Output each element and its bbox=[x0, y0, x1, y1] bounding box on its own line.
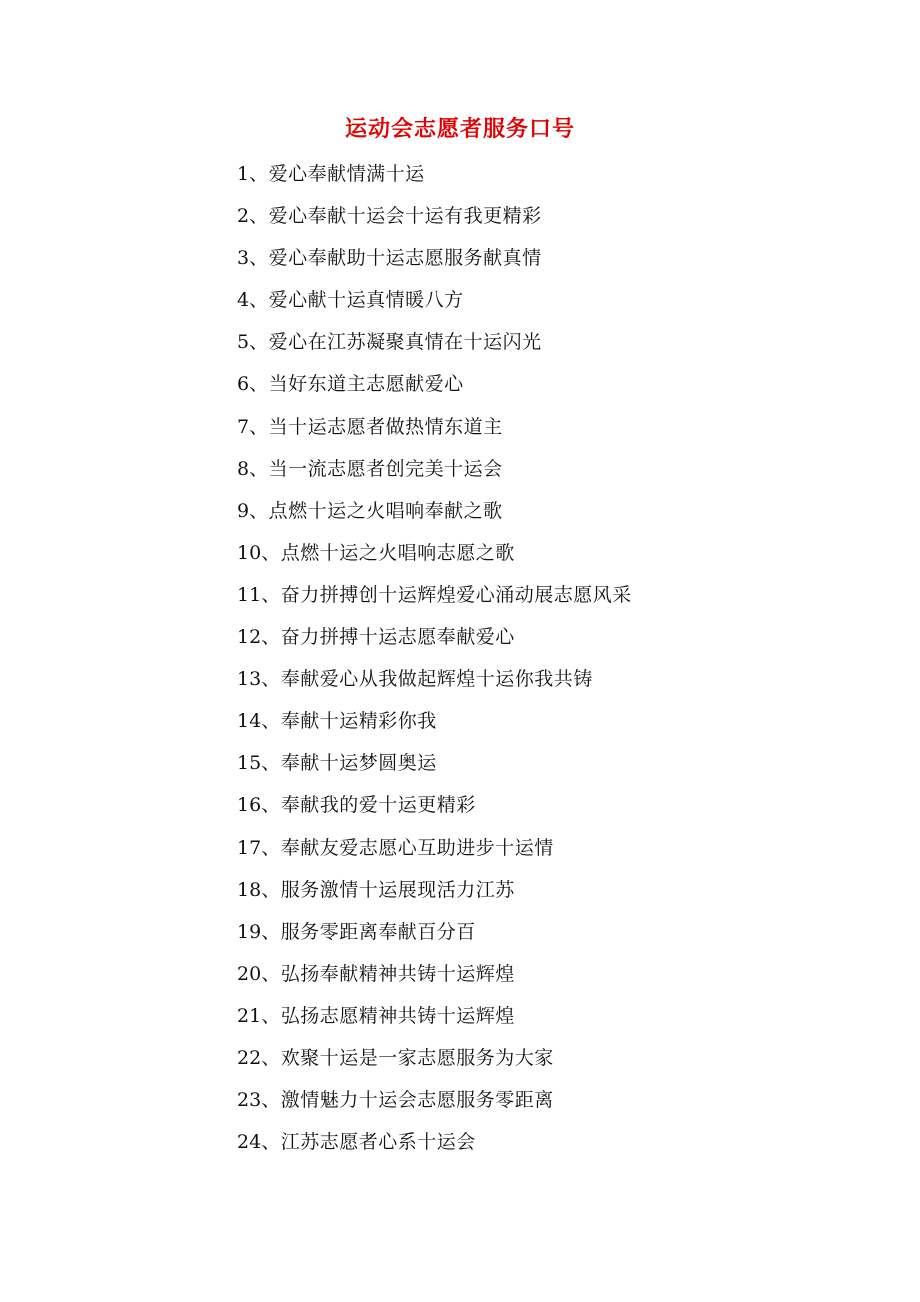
item-text: 点燃十运之火唱响奉献之歌 bbox=[268, 499, 503, 522]
item-text: 爱心在江苏凝聚真情在十运闪光 bbox=[268, 331, 542, 354]
list-item bbox=[237, 662, 632, 704]
list-item bbox=[237, 325, 632, 367]
list-item bbox=[237, 1083, 632, 1125]
item-text: 当十运志愿者做热情东道主 bbox=[268, 415, 503, 438]
item-text: 奉献我的爱十运更精彩 bbox=[280, 794, 476, 817]
item-number: 14 bbox=[237, 710, 262, 733]
list-item bbox=[237, 283, 632, 325]
list-item bbox=[237, 746, 632, 788]
item-number: 6 bbox=[237, 373, 250, 396]
item-text: 奉献十运梦圆奥运 bbox=[280, 752, 437, 775]
item-separator: 、 bbox=[249, 163, 269, 185]
item-separator: 、 bbox=[249, 247, 269, 270]
item-text: 奋力拼搏创十运辉煌爱心涌动展志愿风采 bbox=[280, 583, 632, 606]
list-item bbox=[237, 1041, 632, 1083]
list-item bbox=[237, 873, 632, 915]
item-number: 13 bbox=[237, 668, 262, 691]
item-number: 11 bbox=[237, 583, 262, 606]
list-item bbox=[237, 999, 632, 1041]
item-text: 爱心献十运真情暖八方 bbox=[268, 289, 464, 312]
list-item bbox=[237, 367, 632, 409]
item-separator: 、 bbox=[261, 668, 281, 691]
item-text: 爱心奉献助十运志愿服务献真情 bbox=[268, 247, 542, 270]
item-text: 点燃十运之火唱响志愿之歌 bbox=[280, 541, 515, 564]
item-text: 奋力拼搏十运志愿奉献爱心 bbox=[280, 626, 515, 649]
list-item bbox=[237, 704, 632, 746]
item-number: 19 bbox=[237, 920, 262, 943]
item-number: 7 bbox=[237, 415, 250, 438]
list-item bbox=[237, 410, 632, 452]
item-text: 激情魅力十运会志愿服务零距离 bbox=[280, 1089, 554, 1112]
item-separator: 、 bbox=[261, 1089, 281, 1112]
item-separator: 、 bbox=[249, 205, 269, 228]
item-text: 奉献友爱志愿心互助进步十运情 bbox=[280, 836, 554, 859]
list-item bbox=[237, 957, 632, 999]
item-separator: 、 bbox=[261, 626, 281, 649]
list-item bbox=[237, 1125, 632, 1167]
item-separator: 、 bbox=[249, 415, 269, 438]
item-separator: 、 bbox=[261, 541, 281, 564]
item-number: 9 bbox=[237, 499, 250, 522]
list-item bbox=[237, 241, 632, 283]
item-separator: 、 bbox=[249, 373, 269, 396]
item-separator: 、 bbox=[261, 794, 281, 817]
item-text: 弘扬志愿精神共铸十运辉煌 bbox=[280, 1004, 515, 1027]
item-number: 15 bbox=[237, 752, 262, 775]
item-separator: 、 bbox=[261, 752, 281, 775]
document-title: 运动会志愿者服务口号 bbox=[344, 116, 575, 142]
item-number: 4 bbox=[237, 289, 250, 312]
item-number: 18 bbox=[237, 878, 262, 901]
item-number: 2 bbox=[237, 205, 250, 228]
list-item bbox=[237, 157, 632, 199]
item-separator: 、 bbox=[261, 920, 281, 943]
item-separator: 、 bbox=[261, 1004, 281, 1027]
item-number: 24 bbox=[237, 1131, 262, 1154]
item-separator: 、 bbox=[261, 1046, 281, 1069]
item-number: 5 bbox=[237, 331, 250, 354]
item-separator: 、 bbox=[249, 499, 269, 522]
item-number: 23 bbox=[237, 1089, 262, 1112]
item-text: 奉献爱心从我做起辉煌十运你我共铸 bbox=[280, 668, 593, 691]
item-number: 3 bbox=[237, 247, 250, 270]
list-item bbox=[237, 788, 632, 830]
item-text: 服务激情十运展现活力江苏 bbox=[280, 878, 515, 901]
item-text: 当好东道主志愿献爱心 bbox=[268, 373, 464, 396]
item-separator: 、 bbox=[261, 878, 281, 901]
item-number: 8 bbox=[237, 457, 250, 480]
item-separator: 、 bbox=[249, 331, 269, 354]
item-text: 服务零距离奉献百分百 bbox=[280, 920, 476, 943]
item-text: 爱心奉献十运会十运有我更精彩 bbox=[268, 205, 542, 228]
item-number: 10 bbox=[237, 541, 262, 564]
item-text: 江苏志愿者心系十运会 bbox=[280, 1131, 476, 1154]
item-text: 欢聚十运是一家志愿服务为大家 bbox=[280, 1046, 554, 1069]
item-number: 20 bbox=[237, 962, 262, 985]
list-item bbox=[237, 578, 632, 620]
slogan-list bbox=[237, 157, 632, 1167]
item-separator: 、 bbox=[261, 710, 281, 733]
item-number: 21 bbox=[237, 1004, 262, 1027]
item-separator: 、 bbox=[261, 1131, 281, 1154]
item-text: 奉献十运精彩你我 bbox=[280, 710, 437, 733]
item-number: 17 bbox=[237, 836, 262, 859]
item-text: 当一流志愿者创完美十运会 bbox=[268, 457, 503, 480]
item-separator: 、 bbox=[261, 583, 281, 606]
item-text: 爱心奉献情满十运 bbox=[268, 163, 425, 185]
item-number: 12 bbox=[237, 626, 262, 649]
item-number: 16 bbox=[237, 794, 262, 817]
item-separator: 、 bbox=[261, 836, 281, 859]
list-item bbox=[237, 620, 632, 662]
item-number: 1 bbox=[237, 163, 250, 185]
list-item bbox=[237, 199, 632, 241]
item-text: 弘扬奉献精神共铸十运辉煌 bbox=[280, 962, 515, 985]
list-item bbox=[237, 452, 632, 494]
list-item bbox=[237, 915, 632, 957]
list-item bbox=[237, 494, 632, 536]
list-item bbox=[237, 536, 632, 578]
item-separator: 、 bbox=[249, 457, 269, 480]
item-separator: 、 bbox=[249, 289, 269, 312]
item-separator: 、 bbox=[261, 962, 281, 985]
list-item bbox=[237, 831, 632, 873]
item-number: 22 bbox=[237, 1046, 262, 1069]
